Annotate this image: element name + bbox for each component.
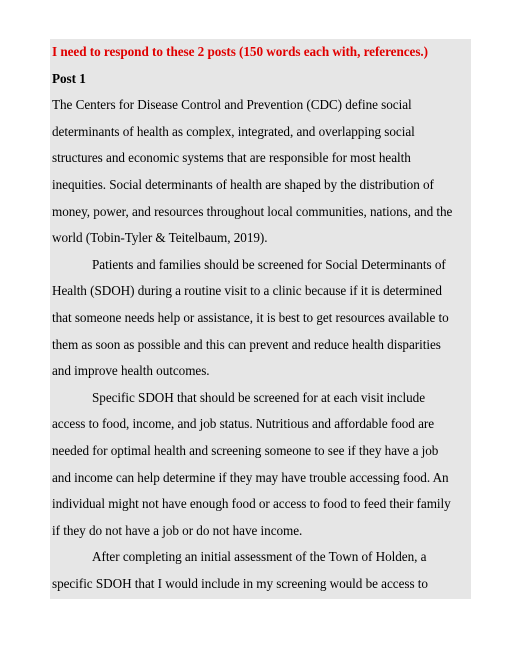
post-heading: Post 1 xyxy=(52,70,86,86)
body-line: needed for optimal health and screening someone to see if they have a job xyxy=(52,442,439,458)
body-line: money, power, and resources throughout local communities, nations, and the xyxy=(52,203,453,219)
body-line: that someone needs help or assistance, it is best to get resources available to xyxy=(52,309,449,325)
body-line: After completing an initial assessment of the Town of Holden, a xyxy=(92,549,427,565)
body-line: if they do not have a job or do not have income. xyxy=(52,522,303,538)
post-body xyxy=(52,92,471,597)
body-line: inequities. Social determinants of health are shaped by the distribution of xyxy=(52,176,434,192)
body-line: individual might not have enough food or access to food to feed their family xyxy=(52,496,451,512)
body-line: them as soon as possible and this can prevent and reduce health disparities xyxy=(52,336,441,352)
body-line: and improve health outcomes. xyxy=(52,363,210,379)
document-page xyxy=(50,39,471,599)
body-line: Patients and families should be screened for Social Determinants of xyxy=(92,256,446,272)
body-line: world (Tobin-Tyler & Teitelbaum, 2019). xyxy=(52,230,268,246)
instruction-text: I need to respond to these 2 posts (150 words each with, references.) xyxy=(52,44,429,59)
body-line: and income can help determine if they may have trouble accessing food. An xyxy=(52,469,449,485)
body-line: The Centers for Disease Control and Prevention (CDC) define social xyxy=(52,97,412,113)
body-line: Health (SDOH) during a routine visit to a clinic because if it is determined xyxy=(52,283,442,299)
body-line: determinants of health as complex, integrated, and overlapping social xyxy=(52,123,415,139)
body-line: Specific SDOH that should be screened for at each visit include xyxy=(92,389,426,405)
body-line: specific SDOH that I would include in my screening would be access to xyxy=(52,575,428,591)
body-line: structures and economic systems that are responsible for most health xyxy=(52,150,411,166)
body-line: access to food, income, and job status. Nutritious and affordable food are xyxy=(52,416,435,432)
